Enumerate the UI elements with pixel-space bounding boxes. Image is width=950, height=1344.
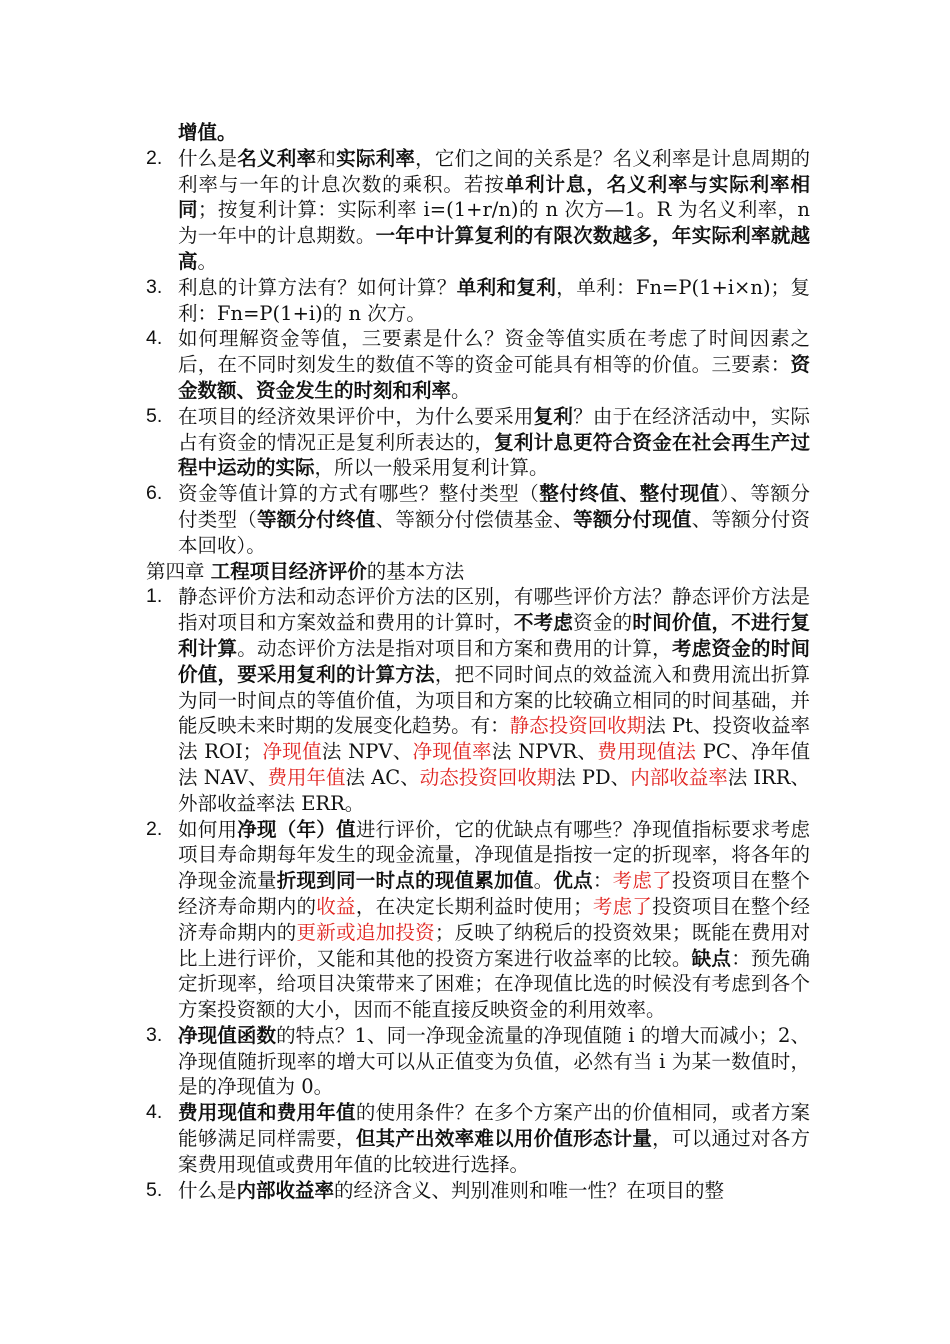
text-run: ；按复利计算：实际利率 i=(1+r/n)的 n 次方—1。R 为名义利率，n 为一年中的计息期数。 [178, 198, 810, 248]
text-run: 。 [197, 249, 218, 273]
list-item [146, 817, 810, 1023]
highlighted-term: 内部收益率 [630, 765, 728, 789]
highlighted-term: 费用年值 [267, 765, 346, 789]
text-run: ；反映了纳税后的投资效果；既能在费用对比上进行评价，又能和其他的投资方案进行收益率的比较。 [178, 920, 810, 970]
text-run: 法 Pt、投资收益率法 ROI； [178, 714, 810, 764]
list-number: 4. [146, 327, 163, 350]
text-run: ，可以通过对各方案费用现值或费用年值的比较进行选择。 [178, 1127, 810, 1176]
carry-over-line [178, 120, 810, 146]
list-item-text [178, 404, 810, 481]
list-item [146, 275, 810, 327]
text-run: 。 [533, 869, 554, 893]
bold-term: 优点 [553, 869, 593, 893]
text-run: 在项目的经济效果评价中，为什么要采用 [178, 404, 534, 428]
text-run: 投资项目在整个经济寿命期内的 [178, 894, 810, 944]
list-item [146, 1178, 810, 1204]
text-run: PC、净年值法 NAV、 [178, 740, 810, 789]
text-run: 资金的 [573, 611, 633, 635]
bold-term: 单利和复利 [456, 275, 557, 299]
list-item [146, 404, 810, 481]
text-run: ，单利：Fn=P(1+i×n)；复利：Fn=P(1+i)的 n 次方。 [178, 275, 810, 325]
text-run: ？由于在经济活动中，实际占有资金的情况正是复利所表达的， [178, 404, 810, 454]
text-run: 什么是 [178, 1178, 237, 1202]
bold-term: 考虑资金的时间价值，要采用复利的计算方法 [178, 636, 810, 686]
bold-term: 工程项目经济评价 [210, 559, 367, 583]
text-run: 投资项目在整个经济寿命期内的 [178, 869, 810, 918]
bold-term: 整付终值、整付现值 [539, 482, 720, 506]
text-run: 利息的计算方法有？如何计算？ [178, 275, 457, 299]
text-run: 静态评价方法和动态评价方法的区别，有哪些评价方法？静态评价方法是指对项目和方案效益和费用的计算时， [178, 585, 810, 635]
text-run: 、等额分付资本回收）。 [178, 507, 810, 557]
highlighted-term: 更新或追加投资 [296, 920, 435, 944]
text-run: ：预先确定折现率，给项目决策带来了困难；在净现值比选的时候没有考虑到各个方案投资额的大小，因而不能直接反映资金的利用效率。 [178, 946, 810, 1022]
highlighted-term: 静态投资回收期 [509, 714, 647, 738]
text-run: 的特点？1、同一净现金流量的净现值随 i 的增大而减小；2、净现值随折现率的增大可以从正值变为负值，必然有当 i 为某一数值时，是的净现值为 0。 [178, 1023, 810, 1099]
bold-term: 名义利率 [237, 146, 317, 170]
list-number: 2. [146, 817, 163, 840]
bold-term: 实际利率 [336, 146, 416, 170]
highlighted-term: 收益 [316, 894, 356, 918]
list-item [146, 146, 810, 275]
highlighted-term: 考虑了 [592, 894, 653, 918]
list-item-text [178, 275, 810, 327]
text-run: 如何用 [178, 817, 238, 841]
list-number: 3. [146, 1023, 163, 1046]
list-item [146, 1023, 810, 1100]
text-run: ，它们之间的关系是？名义利率是计息周期的利率与一年的计息次数的乘积。若按 [178, 146, 810, 196]
highlighted-term: 净现值率 [412, 740, 492, 764]
list-item-text [178, 1023, 810, 1100]
bold-term: 净现值函数 [178, 1023, 277, 1047]
text-run: 资金等值计算的方式有哪些？整付类型（ [178, 482, 540, 506]
text-run: 的使用条件？在多个方案产出的价值相同，或者方案能够满足同样需要， [178, 1101, 810, 1151]
text-run: 的基本方法 [366, 559, 465, 583]
text-run: 。 [451, 378, 471, 402]
chapter-3-list [146, 146, 810, 559]
text-run: 第四章 [146, 559, 211, 583]
text-run: 。动态评价方法是指对项目和方案和费用的计算， [237, 636, 672, 660]
highlighted-term: 费用现值法 [597, 740, 697, 764]
bold-term: 等额分付终值 [257, 507, 376, 531]
list-item-text [178, 1178, 810, 1204]
list-number: 5. [146, 404, 163, 427]
list-item-text [178, 146, 810, 275]
list-number: 6. [146, 482, 163, 505]
list-number: 3. [146, 275, 163, 298]
chapter-4-list [146, 584, 810, 1203]
list-item-text [178, 584, 810, 816]
bold-term: 净现（年）值 [237, 817, 356, 841]
list-item [146, 1100, 810, 1177]
bold-term: 资金数额、资金发生的时刻和利率 [178, 353, 810, 402]
text-run: 法 IRR、外部收益率法 ERR。 [178, 765, 810, 815]
bold-term: 复利计息更符合资金在社会再生产过程中运动的实际 [178, 430, 810, 480]
bold-term: 费用现值和费用年值 [178, 1101, 356, 1125]
text-run: 法 NPV、 [321, 740, 413, 764]
text-run: ，所以一般采用复利计算。 [314, 456, 549, 480]
bold-term: 等额分付现值 [573, 507, 692, 531]
bold-term: 一年中计算复利的有限次数越多，年实际利率就越高 [178, 224, 810, 273]
text-run: 如何理解资金等值，三要素是什么？资金等值实质在考虑了时间因素之后，在不同时刻发生的数值不等的资金可能具有相等的价值。三要素： [178, 327, 810, 377]
document-body [146, 120, 810, 1203]
bold-term: 时间价值，不进行复利计算 [178, 611, 810, 660]
text-run: ： [592, 869, 613, 893]
text-run: ，把不同时间点的效益流入和费用流出折算为同一时间点的等值价值，为项目和方案的比较确立相同的时间基础，并能反映未来时期的发展变化趋势。有： [178, 662, 810, 738]
list-number: 1. [146, 585, 163, 608]
text-run: 法 NPVR、 [491, 740, 598, 764]
list-number: 4. [146, 1101, 163, 1124]
bold-term: 缺点 [691, 946, 732, 970]
highlighted-term: 考虑了 [612, 869, 672, 893]
text-run: 和 [316, 146, 337, 170]
text-run: 的经济含义、判别准则和唯一性？在项目的整 [334, 1178, 725, 1202]
list-item [146, 584, 810, 816]
list-item-text [178, 326, 810, 403]
text-run: ，在决定长期利益时使用； [355, 894, 593, 918]
text-run: 、等额分付偿债基金、 [375, 507, 574, 531]
highlighted-term: 净现值 [262, 740, 322, 764]
chapter-4-heading [146, 559, 810, 585]
bold-term: 不考虑 [513, 611, 574, 635]
bold-term: 内部收益率 [236, 1178, 335, 1202]
list-item-text [178, 817, 810, 1023]
list-number: 5. [146, 1178, 163, 1201]
highlighted-term: 动态投资回收期 [419, 765, 557, 789]
text-run: 进行评价，它的优缺点有哪些？净现值指标要求考虑项目寿命期每年发生的现金流量，净现值是指按一定的折现率，将各年的净现金流量 [178, 817, 810, 893]
bold-term: 复利 [533, 404, 574, 428]
list-item [146, 326, 810, 403]
bold-term: 但其产出效率难以用价值形态计量 [355, 1127, 653, 1151]
text-run: 什么是 [178, 146, 238, 170]
text-run: ）、等额分付类型（ [178, 482, 810, 531]
bold-term: 单利计息，名义利率与实际利率相同 [178, 172, 810, 222]
text-run: 法 AC、 [345, 765, 420, 789]
carry-over-text: 增值。 [178, 121, 237, 144]
bold-term: 折现到同一时点的现值累加值 [276, 869, 534, 893]
list-item-text [178, 481, 810, 558]
text-run: 法 PD、 [556, 765, 631, 789]
list-number: 2. [146, 146, 163, 169]
list-item [146, 481, 810, 558]
list-item-text [178, 1100, 810, 1177]
